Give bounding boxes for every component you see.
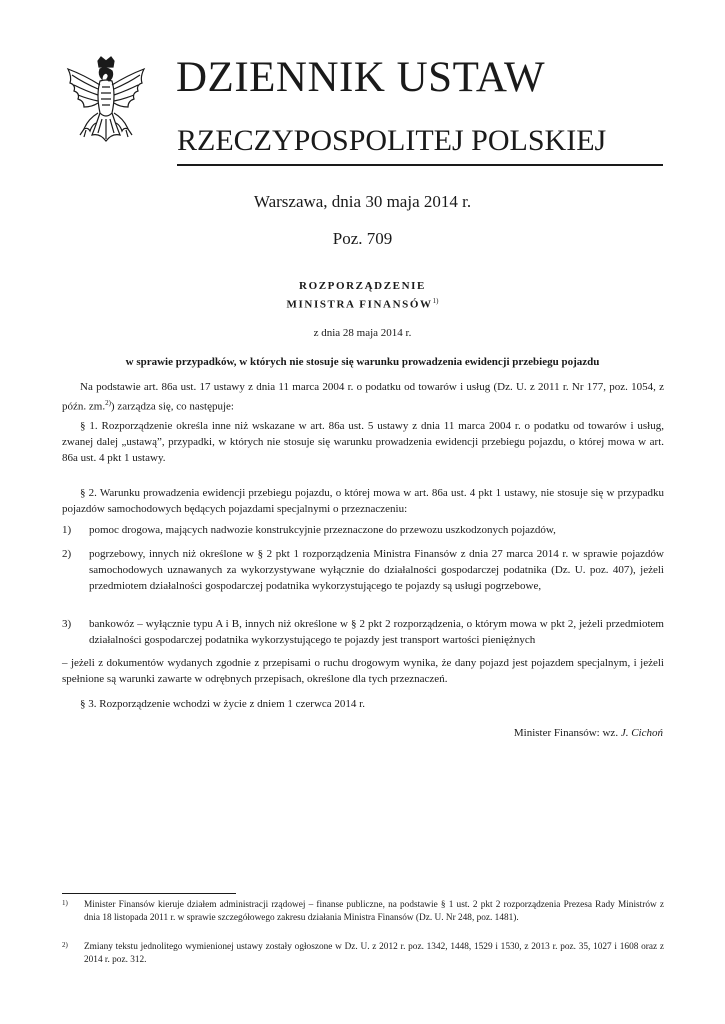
footnote-number: 1): [62, 899, 68, 907]
list-item-text: bankowóz – wyłącznie typu A i B, innych niż określone w § 2 pkt 2 rozporządzenia, o którym mowa w pkt 2, jeżeli przedmiotem działalności gospodarczej podatnika wykorzystującego te pojazdy jest transport wartości pieniężnych: [89, 618, 664, 646]
title-divider: [177, 164, 663, 166]
preamble-footnote-mark: 2): [105, 399, 111, 407]
paragraph-1: § 1. Rozporządzenie określa inne niż wskazane w art. 86a ust. 5 ustawy z dnia 11 marca 2004 r. o podatku od towarów i usług, zwanej dalej „ustawą”, przypadki, w których nie stosuje się warunku prowadzenia ewidencji przebiegu pojazdu, o której mowa w art. 86a ust. 4 pkt 1 ustawy.: [62, 420, 664, 464]
paragraph-2: § 2. Warunku prowadzenia ewidencji przebiegu pojazdu, o której mowa w art. 86a ust. 4 pkt 1 ustawy, nie stosuje się w przypadku pojazdów samochodowych będących pojazdami specjalnymi o przeznaczeniu:: [62, 487, 664, 515]
list-item-text: pogrzebowy, innych niż określone w § 2 pkt 1 rozporządzenia Ministra Finansów z dnia 27 marca 2014 r. w sprawie pojazdów samochodowych uznawanych za wykorzystywane wyłącznie do działalności gospodarczej podatnika (Dz. U. poz. 407), jeżeli przedmiotem działalności gospodarczej podatnika wykorzystującego te pojazdy są usługi pogrzebowe,: [89, 548, 664, 592]
list-item-number: 1): [62, 524, 72, 536]
preamble: [62, 379, 664, 415]
footnote-divider: [62, 893, 236, 894]
publication-date: Warszawa, dnia 30 maja 2014 r.: [253, 192, 472, 211]
footnote-text: Minister Finansów kieruje działem administracji rządowej – finanse publiczne, na podstawie § 1 ust. 2 pkt 2 rozporządzenia Prezesa Rady Ministrów z dnia 18 listopada 2011 r. w sprawie szczegółowego zakresu działania Ministra Finansów (Dz. U. Nr 248, poz. 1481).: [84, 900, 664, 923]
act-issuer: [0, 297, 725, 311]
list-item-number: 3): [62, 618, 72, 630]
issuer-name: MINISTRA FINANSÓW: [286, 298, 433, 311]
preamble-text-end: ) zarządza się, co następuje:: [110, 400, 234, 413]
act-date: z dnia 28 maja 2014 r.: [313, 327, 412, 339]
footnote-number: 2): [62, 941, 68, 949]
footnote-text: Zmiany tekstu jednolitego wymienionej ustawy zostały ogłoszone w Dz. U. z 2012 r. poz. 1342, 1448, 1529 i 1530, z 2013 r. poz. 35, 1027 i 1608 oraz z 2014 r. poz. 312.: [84, 942, 664, 965]
list-item-text: pomoc drogowa, mających nadwozie konstrukcyjnie przeznaczone do przewozu uszkodzonych pojazdów,: [89, 524, 556, 536]
list-item-number: 2): [62, 548, 72, 560]
act-subject: w sprawie przypadków, w których nie stosuje się warunku prowadzenia ewidencji przebiegu pojazdu: [125, 356, 600, 368]
journal-subtitle: RZECZYPOSPOLITEJ POLSKIEJ: [177, 124, 607, 157]
paragraph-3: § 3. Rozporządzenie wchodzi w życie z dniem 1 czerwca 2014 r.: [80, 698, 365, 710]
act-type: ROZPORZĄDZENIE: [299, 280, 426, 292]
signature-name: J. Cichoń: [620, 727, 663, 739]
signature: [514, 727, 663, 739]
journal-title: DZIENNIK USTAW: [176, 54, 546, 101]
eagle-emblem-icon: [60, 55, 152, 160]
signature-prefix: Minister Finansów: wz.: [513, 727, 619, 739]
position-number: Poz. 709: [332, 229, 393, 248]
closing-clause: – jeżeli z dokumentów wydanych zgodnie z przepisami o ruchu drogowym wynika, że dany pojazd jest pojazdem specjalnym, i jeżeli spełnione są warunki zawarte w odrębnych przepisach, określone dla tych przeznaczeń.: [62, 657, 664, 685]
issuer-footnote-mark: 1): [432, 297, 439, 305]
preamble-text: Na podstawie art. 86a ust. 17 ustawy z dnia 11 marca 2004 r. o podatku od towarów i usług (Dz. U. z 2011 r. Nr 177, poz. 1054, z późn. zm.: [62, 381, 664, 413]
